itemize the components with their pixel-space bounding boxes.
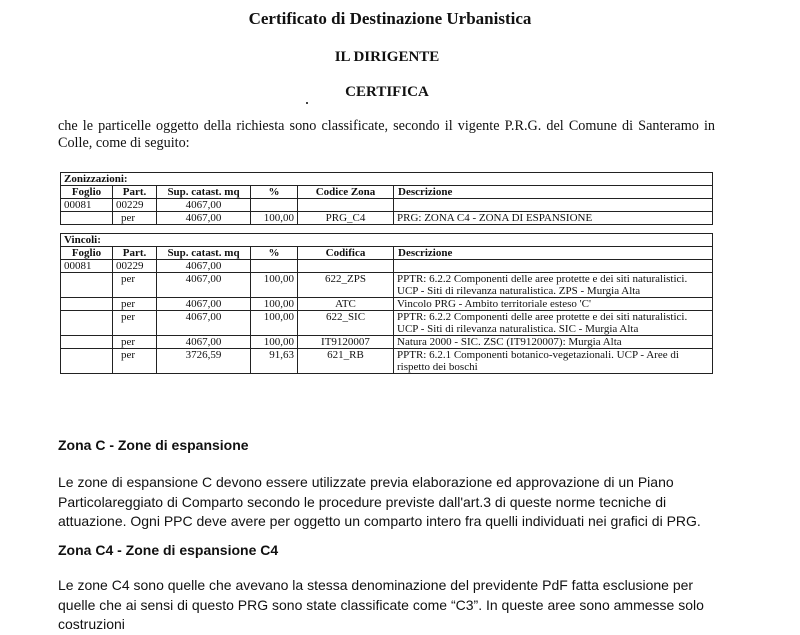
cell: per bbox=[113, 336, 157, 349]
cell bbox=[298, 260, 394, 273]
table-row bbox=[61, 349, 713, 374]
table-row bbox=[61, 298, 713, 311]
col-part: Part. bbox=[113, 247, 157, 260]
cell bbox=[61, 311, 113, 336]
cell bbox=[394, 260, 713, 273]
cell: PRG_C4 bbox=[298, 212, 394, 225]
cell: 4067,00 bbox=[157, 199, 251, 212]
col-descrizione: Descrizione bbox=[394, 247, 713, 260]
zonizzazioni-table bbox=[60, 172, 713, 225]
zona-c4-heading: Zona C4 - Zone di espansione C4 bbox=[58, 542, 279, 558]
cell bbox=[394, 199, 713, 212]
cell: ATC bbox=[298, 298, 394, 311]
cell bbox=[61, 349, 113, 374]
cell: 100,00 bbox=[251, 298, 298, 311]
vincoli-header-row bbox=[61, 247, 713, 260]
cell bbox=[61, 298, 113, 311]
cell: 4067,00 bbox=[157, 336, 251, 349]
col-sup: Sup. catast. mq bbox=[157, 247, 251, 260]
table-row bbox=[61, 273, 713, 298]
cell: Vincolo PRG - Ambito territoriale esteso 'C' bbox=[394, 298, 713, 311]
cell bbox=[298, 199, 394, 212]
cell: 4067,00 bbox=[157, 212, 251, 225]
cell: 00081 bbox=[61, 260, 113, 273]
cell: per bbox=[113, 298, 157, 311]
scan-speck bbox=[306, 102, 308, 104]
table-row bbox=[61, 260, 713, 273]
cell: 100,00 bbox=[251, 311, 298, 336]
zonizzazioni-label: Zonizzazioni: bbox=[61, 173, 713, 186]
cell: 00229 bbox=[113, 199, 157, 212]
cell bbox=[251, 199, 298, 212]
intro-paragraph: che le particelle oggetto della richiesta sono classificate, secondo il vigente P.R.G. del Comune di Santeramo in Colle, come di seguito: bbox=[58, 118, 715, 151]
cell: PPTR: 6.2.1 Componenti botanico-vegetazionali. UCP - Aree di rispetto dei boschi bbox=[394, 349, 713, 374]
cell: 00229 bbox=[113, 260, 157, 273]
cell: 622_ZPS bbox=[298, 273, 394, 298]
dirigente-heading: IL DIRIGENTE bbox=[334, 49, 440, 65]
cell: 100,00 bbox=[251, 212, 298, 225]
cell: 4067,00 bbox=[157, 273, 251, 298]
cell bbox=[61, 273, 113, 298]
cell: 00081 bbox=[61, 199, 113, 212]
col-perc: % bbox=[251, 247, 298, 260]
col-perc: % bbox=[251, 186, 298, 199]
cell: 622_SIC bbox=[298, 311, 394, 336]
cell: 100,00 bbox=[251, 336, 298, 349]
col-descrizione: Descrizione bbox=[394, 186, 713, 199]
certifica-heading: CERTIFICA bbox=[345, 84, 429, 100]
cell: PRG: ZONA C4 - ZONA DI ESPANSIONE bbox=[394, 212, 713, 225]
cell: 621_RB bbox=[298, 349, 394, 374]
cell: per bbox=[113, 349, 157, 374]
cell: 4067,00 bbox=[157, 260, 251, 273]
vincoli-table bbox=[60, 233, 713, 374]
cell: per bbox=[113, 212, 157, 225]
vincoli-label: Vincoli: bbox=[61, 234, 713, 247]
zona-c-heading: Zona C - Zone di espansione bbox=[58, 437, 249, 453]
cell bbox=[61, 212, 113, 225]
zonizzazioni-header-row bbox=[61, 186, 713, 199]
table-row bbox=[61, 311, 713, 336]
cell: per bbox=[113, 273, 157, 298]
zona-c4-paragraph: Le zone C4 sono quelle che avevano la stessa denominazione del previdente PdF fatta esclusione per quelle che ai sensi di questo PRG sono state classificate come “C3”. In queste aree sono ammesse solo costruzioni bbox=[58, 577, 704, 632]
cell: PPTR: 6.2.2 Componenti delle aree protette e dei siti naturalistici. UCP - Siti di rilevanza naturalistica. SIC - Murgia Alta bbox=[394, 311, 713, 336]
table-row bbox=[61, 336, 713, 349]
col-sup: Sup. catast. mq bbox=[157, 186, 251, 199]
certificate-title: Certificato di Destinazione Urbanistica bbox=[248, 9, 532, 28]
col-foglio: Foglio bbox=[61, 247, 113, 260]
zona-c-paragraph: Le zone di espansione C devono essere utilizzate previa elaborazione ed approvazione di un Piano Particolareggiato di Comparto secondo le procedure previste dall'art.3 di queste norme tecniche di attuazione. Ogni PPC deve avere per oggetto un comparto intero fra quelli individuati nei grafici di PRG. bbox=[58, 474, 701, 529]
cell bbox=[251, 260, 298, 273]
cell: IT9120007 bbox=[298, 336, 394, 349]
cell bbox=[61, 336, 113, 349]
cell: 100,00 bbox=[251, 273, 298, 298]
cell: Natura 2000 - SIC. ZSC (IT9120007): Murgia Alta bbox=[394, 336, 713, 349]
table-row bbox=[61, 199, 713, 212]
col-part: Part. bbox=[113, 186, 157, 199]
cell: 4067,00 bbox=[157, 311, 251, 336]
cell: 3726,59 bbox=[157, 349, 251, 374]
table-row bbox=[61, 212, 713, 225]
cell: per bbox=[113, 311, 157, 336]
col-codice: Codice Zona bbox=[298, 186, 394, 199]
cell: PPTR: 6.2.2 Componenti delle aree protette e dei siti naturalistici. UCP - Siti di rilevanza naturalistica. ZPS - Murgia Alta bbox=[394, 273, 713, 298]
cell: 91,63 bbox=[251, 349, 298, 374]
col-codifica: Codifica bbox=[298, 247, 394, 260]
col-foglio: Foglio bbox=[61, 186, 113, 199]
cell: 4067,00 bbox=[157, 298, 251, 311]
